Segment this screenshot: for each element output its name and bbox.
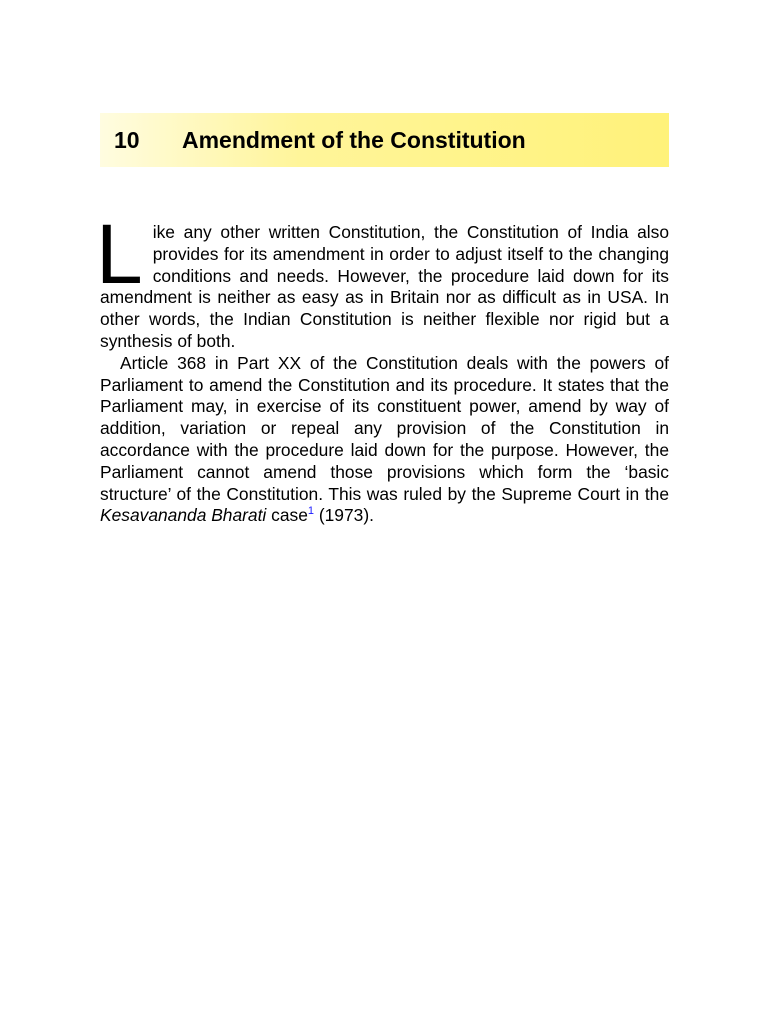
case-year: (1973). (314, 505, 374, 526)
case-word: case (266, 505, 308, 526)
paragraph-article-368 (100, 353, 669, 527)
paragraph-intro (96, 207, 669, 353)
chapter-header (100, 113, 669, 167)
case-name: Kesavananda Bharati (100, 505, 267, 526)
chapter-number: 10 (114, 127, 140, 153)
drop-cap: L (96, 207, 143, 301)
body-text (96, 207, 669, 527)
chapter-title: Amendment of the Constitution (182, 127, 526, 153)
paragraph-article-368-text: Article 368 in Part XX of the Constitution deals with the powers of Parliament to amend the Constitution and its procedure. It states that the Parliament may, in exercise of its constituent power, amend by way of addition, variation or repeal any provision of the Constitution in accordance with the procedure laid down for the purpose. However, the Parliament cannot amend those provisions which form the ‘basic structure’ of the Constitution. This was ruled by the Supreme Court in the (100, 352, 669, 504)
paragraph-intro-text: ike any other written Constitution, the Constitution of India also provides for its amendment in order to adjust itself to the changing conditions and needs. However, the procedure laid down for its amendment is neither as easy as in Britain nor as difficult as in USA. In other words, the Indian Constitution is neither flexible nor rigid but a synthesis of both. (100, 222, 669, 351)
footnote-ref-link[interactable]: 1 (307, 505, 315, 518)
